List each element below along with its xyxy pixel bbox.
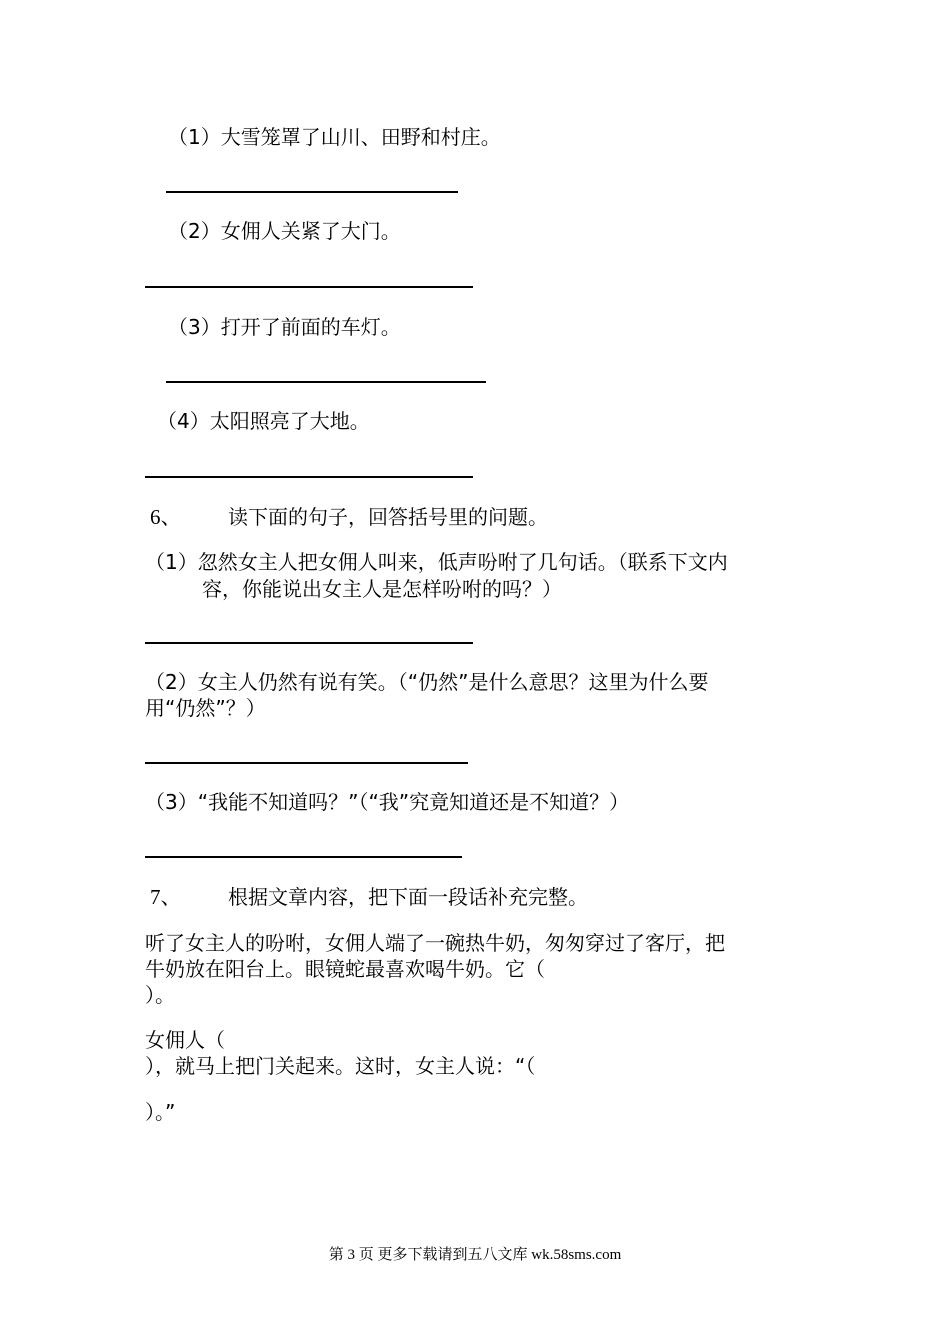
question-6-1-line2: 容，你能说出女主人是怎样吩咐的吗？）	[202, 577, 562, 601]
paragraph7-2-line3: ）。”	[145, 1100, 176, 1124]
item-5-1: （1）大雪笼罩了山川、田野和村庄。	[168, 125, 501, 149]
answer-line-5-4[interactable]	[145, 476, 473, 478]
section7-title: 根据文章内容，把下面一段话补充完整。	[228, 885, 588, 909]
page-footer: 第 3 页 更多下载请到五八文库 wk.58sms.com	[328, 1247, 622, 1263]
item-5-3: （3）打开了前面的车灯。	[168, 315, 401, 339]
answer-line-6-1[interactable]	[145, 642, 473, 644]
question-6-2-line1: （2）女主人仍然有说有笑。（“仍然”是什么意思？这里为什么要	[145, 670, 709, 694]
paragraph7-2-line2: ），就马上把门关起来。这时，女主人说：“（	[145, 1054, 536, 1078]
answer-line-6-3[interactable]	[145, 856, 462, 858]
answer-line-5-3[interactable]	[166, 381, 486, 383]
paragraph7-2-line1: 女佣人（	[145, 1028, 225, 1052]
answer-line-5-1[interactable]	[166, 191, 458, 193]
paragraph7-1-line3: ）。	[145, 983, 175, 1007]
question-6-3: （3）“我能不知道吗？”（“我”究竟知道还是不知道？）	[145, 790, 630, 814]
question-6-2-line2: 用“仍然”？）	[145, 696, 266, 720]
item-5-2: （2）女佣人关紧了大门。	[168, 219, 401, 243]
paragraph7-1-line1: 听了女主人的吩咐，女佣人端了一碗热牛奶，匆匆穿过了客厅，把	[145, 931, 725, 955]
section6-number: 6、	[150, 505, 182, 529]
section6-title: 读下面的句子，回答括号里的问题。	[228, 505, 548, 529]
answer-line-6-2[interactable]	[145, 762, 468, 764]
answer-line-5-2[interactable]	[145, 286, 473, 288]
question-6-1-line1: （1）忽然女主人把女佣人叫来，低声吩咐了几句话。（联系下文内	[145, 550, 728, 574]
item-5-4: （4）太阳照亮了大地。	[157, 409, 370, 433]
section7-number: 7、	[150, 885, 182, 909]
paragraph7-1-line2: 牛奶放在阳台上。眼镜蛇最喜欢喝牛奶。它（	[145, 957, 545, 981]
